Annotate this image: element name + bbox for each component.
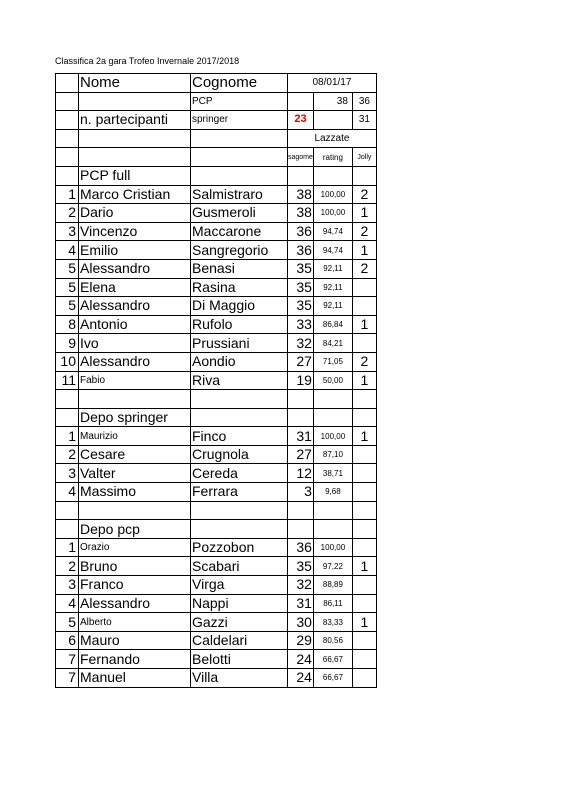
score-cell: 33 [288, 315, 314, 334]
surname-cell: Nappi [191, 594, 288, 613]
header-nome: Nome [79, 74, 191, 93]
rating-cell: 92,11 [313, 297, 352, 316]
empty-cell [56, 520, 79, 539]
name-cell: Manuel [79, 669, 191, 688]
table-row [56, 334, 377, 353]
section-title: Depo pcp [79, 520, 191, 539]
jolly-cell [352, 334, 376, 353]
rating-cell: 94,74 [313, 241, 352, 260]
score-cell: 35 [288, 297, 314, 316]
score-cell: 24 [288, 650, 314, 669]
surname-cell: Belotti [191, 650, 288, 669]
jolly-cell [352, 650, 376, 669]
empty-cell [313, 166, 352, 185]
score-cell: 35 [288, 557, 314, 576]
surname-cell: Di Maggio [191, 297, 288, 316]
rank-cell: 8 [56, 315, 79, 334]
section-header-row [56, 166, 377, 185]
rating-cell: 38,71 [313, 464, 352, 483]
header-springer-count-2: 31 [352, 111, 376, 130]
rank-cell: 11 [56, 371, 79, 390]
surname-cell: Maccarone [191, 222, 288, 241]
empty-cell [313, 111, 352, 130]
rank-cell: 5 [56, 278, 79, 297]
rating-cell: 80,56 [313, 631, 352, 650]
table-row [56, 315, 377, 334]
jolly-cell: 1 [352, 371, 376, 390]
score-cell: 30 [288, 613, 314, 632]
table-row [56, 631, 377, 650]
score-cell: 35 [288, 278, 314, 297]
score-cell: 38 [288, 185, 314, 204]
surname-cell: Virga [191, 576, 288, 595]
table-row [56, 371, 377, 390]
jolly-cell: 1 [352, 427, 376, 446]
surname-cell: Scabari [191, 557, 288, 576]
rank-cell: 9 [56, 334, 79, 353]
surname-cell: Riva [191, 371, 288, 390]
jolly-cell [352, 483, 376, 502]
empty-cell [288, 166, 314, 185]
header-cognome: Cognome [191, 74, 288, 93]
rating-cell: 100,00 [313, 427, 352, 446]
score-cell: 3 [288, 483, 314, 502]
table-row [56, 259, 377, 278]
rank-cell: 1 [56, 538, 79, 557]
table-row [56, 594, 377, 613]
rating-cell: 100,00 [313, 185, 352, 204]
surname-cell: Benasi [191, 259, 288, 278]
table-row [56, 576, 377, 595]
name-cell: Antonio [79, 315, 191, 334]
empty-cell [313, 408, 352, 427]
name-cell: Fernando [79, 650, 191, 669]
name-cell: Elena [79, 278, 191, 297]
rank-cell: 3 [56, 576, 79, 595]
section-header-row [56, 408, 377, 427]
header-row-5 [56, 148, 377, 167]
name-cell: Maurizio [79, 427, 191, 446]
name-cell: Franco [79, 576, 191, 595]
rank-cell: 4 [56, 483, 79, 502]
rating-cell: 100,00 [313, 538, 352, 557]
rank-cell: 3 [56, 464, 79, 483]
empty-cell [288, 92, 314, 111]
rating-cell: 84,21 [313, 334, 352, 353]
empty-cell [79, 129, 191, 148]
empty-cell [79, 501, 191, 520]
rank-cell: 2 [56, 557, 79, 576]
rating-cell: 9,68 [313, 483, 352, 502]
rank-cell: 3 [56, 222, 79, 241]
rating-cell: 66,67 [313, 650, 352, 669]
surname-cell: Villa [191, 669, 288, 688]
empty-cell [56, 408, 79, 427]
score-cell: 27 [288, 352, 314, 371]
rank-cell: 6 [56, 631, 79, 650]
header-rating: rating [313, 148, 352, 167]
surname-cell: Cereda [191, 464, 288, 483]
surname-cell: Finco [191, 427, 288, 446]
rating-cell: 50,00 [313, 371, 352, 390]
rating-cell: 71,05 [313, 352, 352, 371]
score-cell: 19 [288, 371, 314, 390]
score-cell: 36 [288, 538, 314, 557]
rating-cell: 88,89 [313, 576, 352, 595]
empty-cell [191, 408, 288, 427]
surname-cell: Rasina [191, 278, 288, 297]
surname-cell: Caldelari [191, 631, 288, 650]
jolly-cell [352, 669, 376, 688]
empty-cell [56, 74, 79, 93]
score-cell: 36 [288, 241, 314, 260]
rank-cell: 10 [56, 352, 79, 371]
rating-cell: 97,22 [313, 557, 352, 576]
name-cell: Orazio [79, 538, 191, 557]
score-cell: 31 [288, 594, 314, 613]
rating-cell: 66,67 [313, 669, 352, 688]
name-cell: Massimo [79, 483, 191, 502]
score-cell: 12 [288, 464, 314, 483]
name-cell: Alessandro [79, 594, 191, 613]
rating-cell: 100,00 [313, 204, 352, 223]
score-cell: 32 [288, 334, 314, 353]
header-row-4 [56, 129, 377, 148]
empty-cell [56, 148, 79, 167]
section-title: PCP full [79, 166, 191, 185]
surname-cell: Pozzobon [191, 538, 288, 557]
empty-cell [56, 390, 79, 409]
rating-cell: 86,84 [313, 315, 352, 334]
empty-cell [313, 501, 352, 520]
rank-cell: 1 [56, 427, 79, 446]
header-row-3 [56, 111, 377, 130]
name-cell: Dario [79, 204, 191, 223]
table-row [56, 483, 377, 502]
table-row [56, 464, 377, 483]
table-row [56, 222, 377, 241]
score-cell: 36 [288, 222, 314, 241]
name-cell: Vincenzo [79, 222, 191, 241]
rank-cell: 5 [56, 613, 79, 632]
jolly-cell: 2 [352, 222, 376, 241]
table-row [56, 613, 377, 632]
rank-cell: 2 [56, 445, 79, 464]
jolly-cell [352, 278, 376, 297]
rank-cell: 1 [56, 185, 79, 204]
document-title: Classifica 2a gara Trofeo Invernale 2017/2018 [55, 56, 240, 66]
standings-table [55, 73, 377, 688]
empty-cell [56, 129, 79, 148]
rank-cell: 7 [56, 669, 79, 688]
header-springer: springer [191, 111, 288, 130]
empty-cell [191, 148, 288, 167]
rank-cell: 2 [56, 204, 79, 223]
surname-cell: Aondio [191, 352, 288, 371]
jolly-cell [352, 445, 376, 464]
name-cell: Alessandro [79, 352, 191, 371]
empty-cell [56, 501, 79, 520]
table-row [56, 241, 377, 260]
header-location: Lazzate [288, 129, 377, 148]
header-row-2 [56, 92, 377, 111]
rank-cell: 4 [56, 594, 79, 613]
rating-cell: 92,11 [313, 259, 352, 278]
rating-cell: 87,10 [313, 445, 352, 464]
empty-cell [352, 520, 376, 539]
table-row [56, 278, 377, 297]
table-row [56, 650, 377, 669]
header-sagome: sagome [288, 148, 314, 167]
spacer-row [56, 501, 377, 520]
jolly-cell: 1 [352, 241, 376, 260]
score-cell: 31 [288, 427, 314, 446]
table-row [56, 185, 377, 204]
surname-cell: Sangregorio [191, 241, 288, 260]
header-pcp-count-2: 36 [352, 92, 376, 111]
rating-cell: 92,11 [313, 278, 352, 297]
score-cell: 24 [288, 669, 314, 688]
empty-cell [191, 501, 288, 520]
empty-cell [191, 520, 288, 539]
empty-cell [352, 166, 376, 185]
header-participants-label: n. partecipanti [79, 111, 191, 130]
surname-cell: Gazzi [191, 613, 288, 632]
jolly-cell [352, 576, 376, 595]
name-cell: Emilio [79, 241, 191, 260]
section-header-row [56, 520, 377, 539]
empty-cell [288, 390, 314, 409]
jolly-cell: 2 [352, 352, 376, 371]
empty-cell [56, 92, 79, 111]
jolly-cell [352, 297, 376, 316]
table-row [56, 297, 377, 316]
name-cell: Alessandro [79, 297, 191, 316]
table-row [56, 445, 377, 464]
name-cell: Bruno [79, 557, 191, 576]
empty-cell [191, 390, 288, 409]
jolly-cell: 2 [352, 185, 376, 204]
jolly-cell [352, 594, 376, 613]
empty-cell [79, 92, 191, 111]
jolly-cell: 1 [352, 557, 376, 576]
empty-cell [288, 501, 314, 520]
section-title: Depo springer [79, 408, 191, 427]
name-cell: Marco Cristian [79, 185, 191, 204]
empty-cell [288, 520, 314, 539]
jolly-cell [352, 538, 376, 557]
jolly-cell [352, 464, 376, 483]
score-cell: 38 [288, 204, 314, 223]
name-cell: Ivo [79, 334, 191, 353]
empty-cell [352, 501, 376, 520]
header-pcp-count: 38 [313, 92, 352, 111]
score-cell: 35 [288, 259, 314, 278]
rank-cell: 4 [56, 241, 79, 260]
name-cell: Valter [79, 464, 191, 483]
table-row [56, 352, 377, 371]
name-cell: Alberto [79, 613, 191, 632]
empty-cell [288, 408, 314, 427]
name-cell: Alessandro [79, 259, 191, 278]
rating-cell: 86,11 [313, 594, 352, 613]
surname-cell: Prussiani [191, 334, 288, 353]
surname-cell: Gusmeroli [191, 204, 288, 223]
empty-cell [191, 166, 288, 185]
table-row [56, 669, 377, 688]
score-cell: 29 [288, 631, 314, 650]
jolly-cell: 1 [352, 613, 376, 632]
jolly-cell: 1 [352, 315, 376, 334]
rating-cell: 83,33 [313, 613, 352, 632]
spacer-row [56, 390, 377, 409]
name-cell: Cesare [79, 445, 191, 464]
jolly-cell: 1 [352, 204, 376, 223]
header-jolly: Jolly [352, 148, 376, 167]
surname-cell: Ferrara [191, 483, 288, 502]
empty-cell [191, 129, 288, 148]
surname-cell: Crugnola [191, 445, 288, 464]
empty-cell [56, 111, 79, 130]
empty-cell [79, 390, 191, 409]
empty-cell [352, 390, 376, 409]
header-date: 08/01/17 [288, 74, 377, 93]
surname-cell: Rufolo [191, 315, 288, 334]
name-cell: Fabio [79, 371, 191, 390]
empty-cell [79, 148, 191, 167]
header-pcp: PCP [191, 92, 288, 111]
score-cell: 32 [288, 576, 314, 595]
rank-cell: 5 [56, 297, 79, 316]
empty-cell [313, 390, 352, 409]
table-row [56, 538, 377, 557]
table-row [56, 557, 377, 576]
jolly-cell [352, 631, 376, 650]
empty-cell [352, 408, 376, 427]
score-cell: 27 [288, 445, 314, 464]
jolly-cell: 2 [352, 259, 376, 278]
rank-cell: 5 [56, 259, 79, 278]
header-springer-count: 23 [288, 111, 314, 130]
surname-cell: Salmistraro [191, 185, 288, 204]
name-cell: Mauro [79, 631, 191, 650]
rank-cell: 7 [56, 650, 79, 669]
header-row-1 [56, 74, 377, 93]
rating-cell: 94,74 [313, 222, 352, 241]
table-row [56, 204, 377, 223]
empty-cell [313, 520, 352, 539]
empty-cell [56, 166, 79, 185]
table-row [56, 427, 377, 446]
